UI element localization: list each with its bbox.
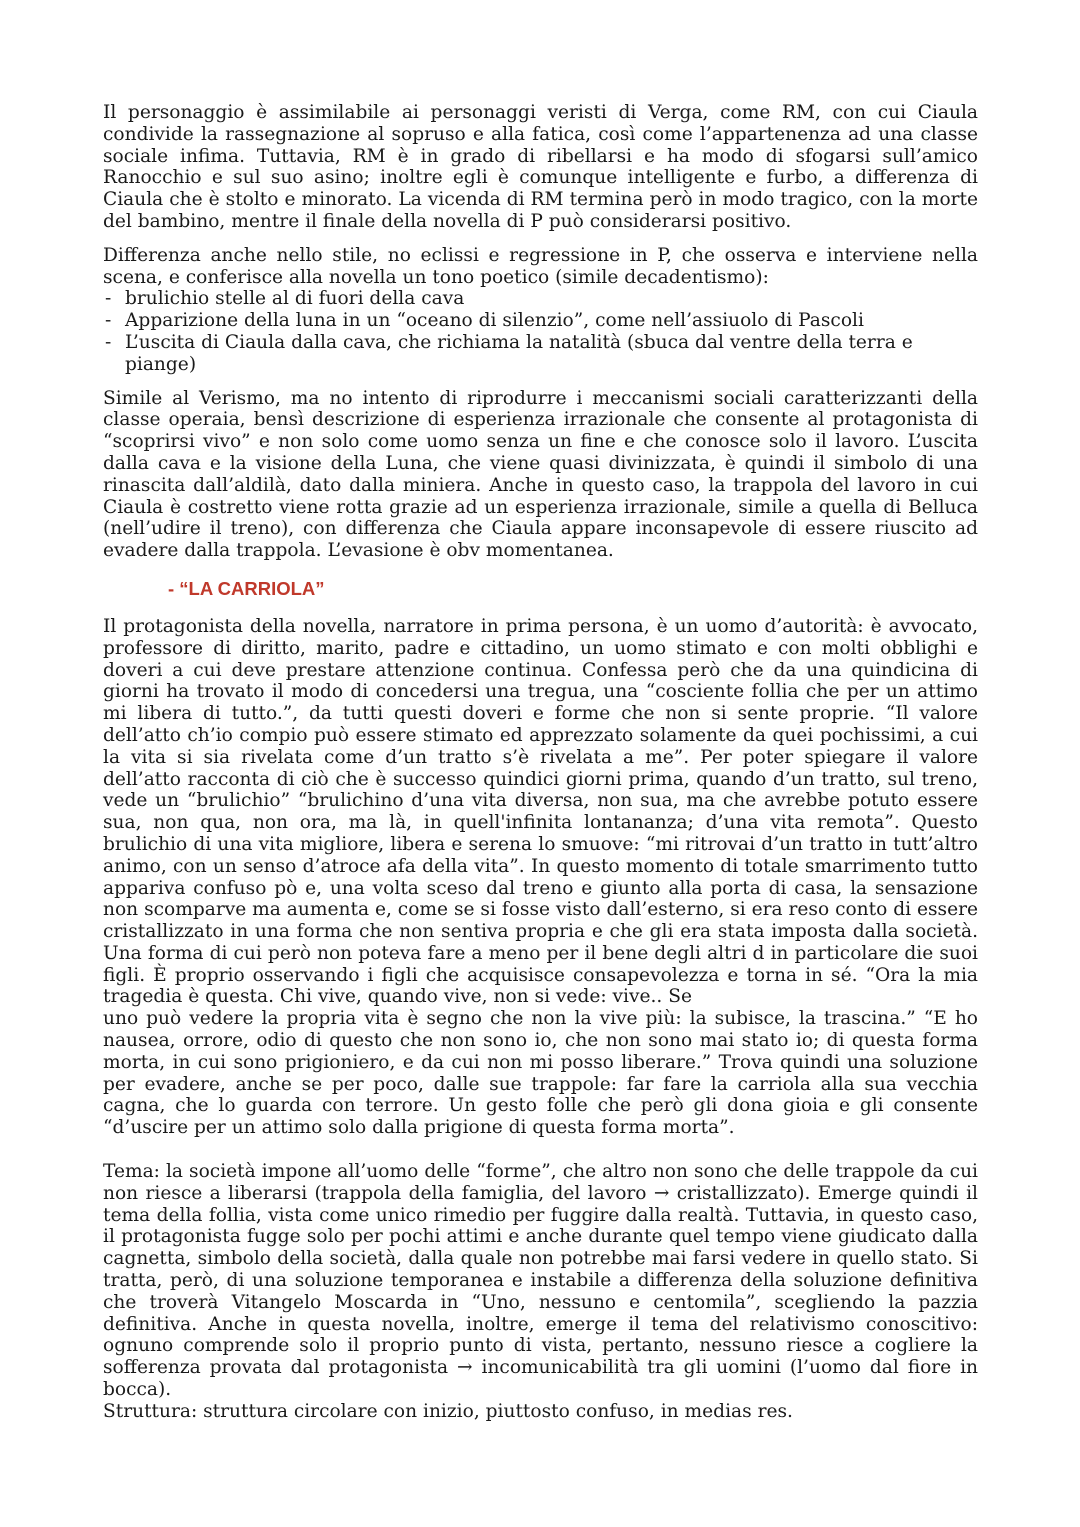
paragraph-style-difference: Differenza anche nello stile, no eclissi e regressione in P, che osserva e interviene nella scena, e conferisce alla novella un tono poetico (simile decadentismo): (103, 244, 978, 288)
style-feature-list (103, 288, 978, 375)
list-item: - L’uscita di Ciaula dalla cava, che richiama la natalità (sbuca dal ventre della terra e piange) (103, 332, 978, 376)
paragraph-verismo: Simile al Verismo, ma no intento di riprodurre i meccanismi sociali caratterizzanti della classe operaia, bensì descrizione di esperienza irrazionale che consente al protagonista di “scoprirsi vivo” e non solo come uomo senza un fine e che conosce solo il lavoro. L’uscita dalla cava e la visione della Luna, che viene quasi divinizzata, è quindi il simbolo di una rinascita dall’aldilà, dato dalla miniera. Anche in questo caso, la trappola del lavoro in cui Ciaula è costretto viene rotta grazie ad un esperienza irrazionale, simile a quella di Belluca (nell’udire il treno), con differenza che Ciaula appare inconsapevole di essere riuscito ad evadere dalla trappola. L’evasione è obv momentanea. (103, 387, 978, 562)
paragraph-tema: Tema: la società impone all’uomo delle “forme”, che altro non sono che delle trappole da cui non riesce a liberarsi (trappola della famiglia, del lavoro → cristallizzato). Emerge quindi il tema della follia, vista come unico rimedio per fuggire dalla realtà. Tuttavia, in questo caso, il protagonista fugge solo per pochi attimi e anche durante quel tempo viene giudicato dalla cagnetta, simbolo della società, dalla quale non potrebbe mai farsi vedere in quello stato. Si tratta, però, di una soluzione temporanea e instabile a differenza della soluzione definitiva che troverà Vitangelo Moscarda in “Uno, nessuno e centomila”, scegliendo la pazzia definitiva. Anche in questa novella, inoltre, emerge il tema del relativismo conoscitivo: ognuno comprende solo il proprio punto di vista, pertanto, nessuno riesce a cogliere la sofferenza provata dal protagonista → incomunicabilità tra gli uomini (l’uomo dal fiore in bocca). (103, 1161, 978, 1401)
section-heading-la-carriola: - “LA CARRIOLA” (168, 577, 325, 599)
list-item: - Apparizione della luna in un “oceano di silenzio”, come nell’assiuolo di Pascoli (103, 310, 978, 332)
list-item: - brulichio stelle al di fuori della cava (103, 288, 978, 310)
paragraph-carriola-plot-continued: uno può vedere la propria vita è segno che non la vive più: la subisce, la trascina.” “E ho nausea, orrore, odio di questo che non sono io, che non sono mai stato io; di questa forma morta, in cui sono prigioniero, e da cui non mi posso liberare.” Trova quindi una soluzione per evadere, anche se per poco, dalle sue trappole: far fare la carriola alla sua vecchia cagna, che lo guarda con terrore. Un gesto folle che però gli dona gioia e gli consente “d’uscire per un attimo solo dalla prigione di questa forma morta”. (103, 1008, 978, 1139)
paragraph-struttura: Struttura: struttura circolare con inizio, piuttosto confuso, in medias res. (103, 1400, 793, 1422)
paragraph-carriola-plot: Il protagonista della novella, narratore in prima persona, è un uomo d’autorità: è avvocato, professore di diritto, marito, padre e cittadino, un uomo stimato e con molti obblighi e doveri a cui deve prestare attenzione continua. Confessa però che da una quindicina di giorni ha trovato il modo di concedersi una tregua, una “cosciente follia che per un attimo mi libera di tutto.”, da tutti questi doveri e forme che non si sente proprie. “Il valore dell’atto ch’io compio può essere stimato ed apprezzato solamente da quei pochissimi, a cui la vita si sia rivelata come d’un tratto s’è rivelata a me”. Per poter spiegare il valore dell’atto racconta di ciò che è successo quindici giorni prima, quando d’un tratto, sul treno, vede un “brulichio” “brulichino d’una vita diversa, non sua, ma che avrebbe potuto essere sua, non qua, non ora, ma là, in quell'infinita lontananza; d’una vita remota”. Questo brulichio di una vita migliore, libera e serena lo smuove: “mi ritrovai d’un tratto in tutt’altro animo, con un senso d’atroce afa della vita”. In questo momento di totale smarrimento tutto appariva confuso pò e, una volta sceso dal treno e giunto alla porta di casa, la sensazione non scomparve ma aumenta e, come se si fosse visto dall’esterno, si era reso conto di essere cristallizzato in una forma che non sentiva propria e che gli era stata imposta dalla società. Una forma di cui però non poteva fare a meno per il bene degli altri d in particolare die suoi figli. È proprio osservando i figli che acquisisce consapevolezza e torna in sé. “Ora la mia tragedia è questa. Chi vive, quando vive, non si vede: vive.. Se (103, 615, 978, 1008)
paragraph-verga-comparison: Il personaggio è assimilabile ai personaggi veristi di Verga, come RM, con cui Ciaula condivide la rassegnazione al sopruso e alla fatica, così come l’appartenenza ad una classe sociale infima. Tuttavia, RM è in grado di ribellarsi e ha modo di sfogarsi sull’amico Ranocchio e sul suo asino; inoltre egli è comunque intelligente e furbo, a differenza di Ciaula che è stolto e minorato. La vicenda di RM termina però in modo tragico, con la morte del bambino, mentre il finale della novella di P può considerarsi positivo. (103, 102, 978, 232)
